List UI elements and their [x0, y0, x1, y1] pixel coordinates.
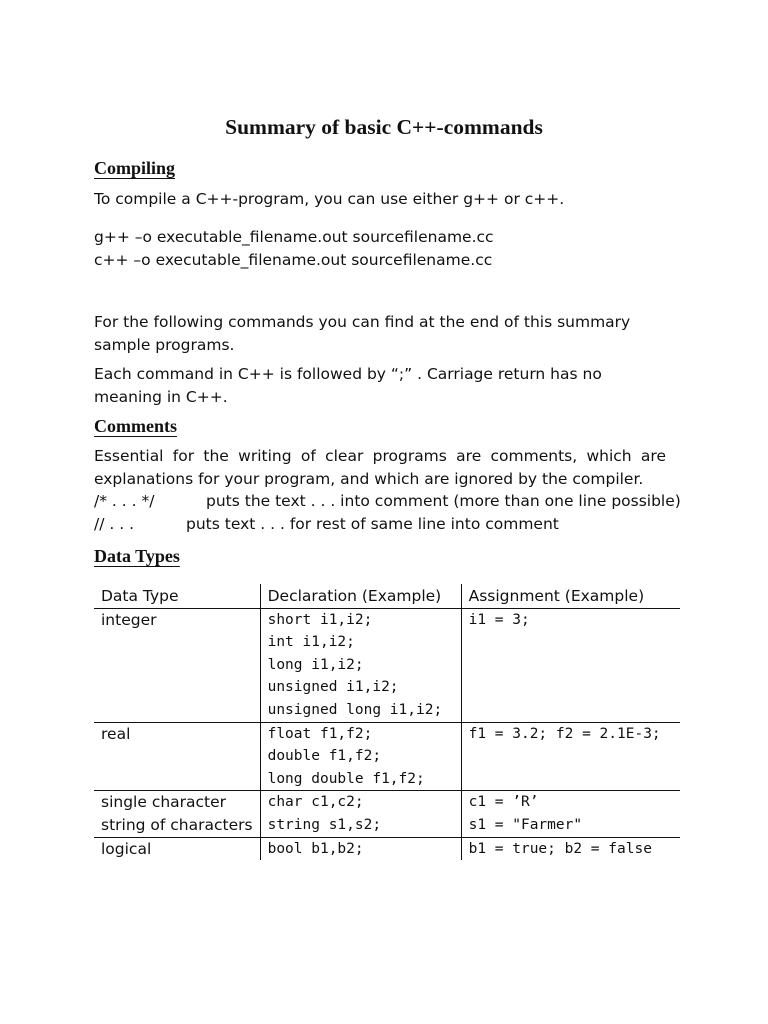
- column-header-assignment: Assignment (Example): [461, 584, 680, 608]
- table-row: [94, 722, 680, 745]
- comment-syntax: /* . . . */: [94, 492, 155, 510]
- type-cell: integer: [101, 610, 157, 629]
- comment-desc: puts the text . . . into comment (more than one line possible): [206, 492, 681, 510]
- type-cell: single character: [94, 791, 260, 814]
- compile-command-gpp: g++ –o executable_filename.out sourcefilename.cc: [94, 228, 494, 246]
- assignment-cell: [461, 768, 680, 791]
- declaration-cell: bool b1,b2;: [260, 837, 461, 860]
- table-row: [94, 608, 680, 631]
- comment-row-line: [94, 513, 559, 535]
- table-row: [94, 676, 680, 699]
- paragraph-sample-programs: For the following commands you can find at the end of this summary sample programs.: [94, 313, 631, 354]
- compile-command-cpp: c++ –o executable_filename.out sourcefilename.cc: [94, 251, 493, 269]
- type-cell: [94, 654, 260, 677]
- column-header-data-type: Data Type: [94, 584, 260, 608]
- assignment-cell: b1 = true; b2 = false: [461, 837, 680, 860]
- type-cell: string of characters: [101, 815, 253, 834]
- section-heading-data-types: Data Types: [94, 546, 180, 566]
- comment-syntax: // . . .: [94, 515, 135, 533]
- comment-row-block: [94, 490, 681, 512]
- table-row: [94, 745, 680, 768]
- column-header-declaration: Declaration (Example): [260, 584, 461, 608]
- declaration-cell: int i1,i2;: [260, 631, 461, 654]
- assignment-cell: s1 = "Farmer": [461, 814, 680, 837]
- type-cell: [94, 631, 260, 654]
- compiling-intro: To compile a C++-program, you can use either g++ or c++.: [94, 190, 565, 208]
- assignment-cell: [461, 745, 680, 768]
- type-cell: [94, 745, 260, 768]
- type-cell: [94, 676, 260, 699]
- assignment-cell: [461, 631, 680, 654]
- type-cell: [94, 768, 260, 791]
- type-cell: real: [94, 722, 260, 745]
- table-row: [94, 768, 680, 791]
- assignment-cell: [461, 699, 680, 722]
- paragraph-semicolon: Each command in C++ is followed by “;” . Carriage return has no meaning in C++.: [94, 365, 602, 406]
- table-row: [94, 654, 680, 677]
- type-cell: [94, 699, 260, 722]
- table-row: [94, 814, 680, 837]
- declaration-cell: unsigned i1,i2;: [260, 676, 461, 699]
- assignment-cell: i1 = 3;: [461, 608, 680, 631]
- assignment-cell: f1 = 3.2; f2 = 2.1E-3;: [461, 722, 680, 745]
- page-title: Summary of basic C++-commands: [225, 115, 543, 139]
- data-types-table: [94, 584, 680, 860]
- table-header-row: [94, 584, 680, 608]
- declaration-cell: long double f1,f2;: [260, 768, 461, 791]
- declaration-cell: unsigned long i1,i2;: [260, 699, 461, 722]
- declaration-cell: double f1,f2;: [260, 745, 461, 768]
- table-row: [94, 699, 680, 722]
- comments-intro: Essential for the writing of clear programs are comments, which are explanations for your program, and which are ignored by the compiler.: [94, 447, 666, 488]
- declaration-cell: char c1,c2;: [260, 791, 461, 814]
- assignment-cell: [461, 676, 680, 699]
- table-row: [94, 837, 680, 860]
- section-heading-comments: Comments: [94, 416, 177, 436]
- assignment-cell: [461, 654, 680, 677]
- assignment-cell: c1 = ’R’: [461, 791, 680, 814]
- table-row: [94, 791, 680, 814]
- declaration-cell: string s1,s2;: [260, 814, 461, 837]
- table-row: [94, 631, 680, 654]
- type-cell: logical: [94, 837, 260, 860]
- declaration-cell: long i1,i2;: [260, 654, 461, 677]
- section-heading-compiling: Compiling: [94, 158, 176, 178]
- comment-desc: puts text . . . for rest of same line into comment: [186, 515, 559, 533]
- declaration-cell: float f1,f2;: [260, 722, 461, 745]
- declaration-cell: short i1,i2;: [260, 608, 461, 631]
